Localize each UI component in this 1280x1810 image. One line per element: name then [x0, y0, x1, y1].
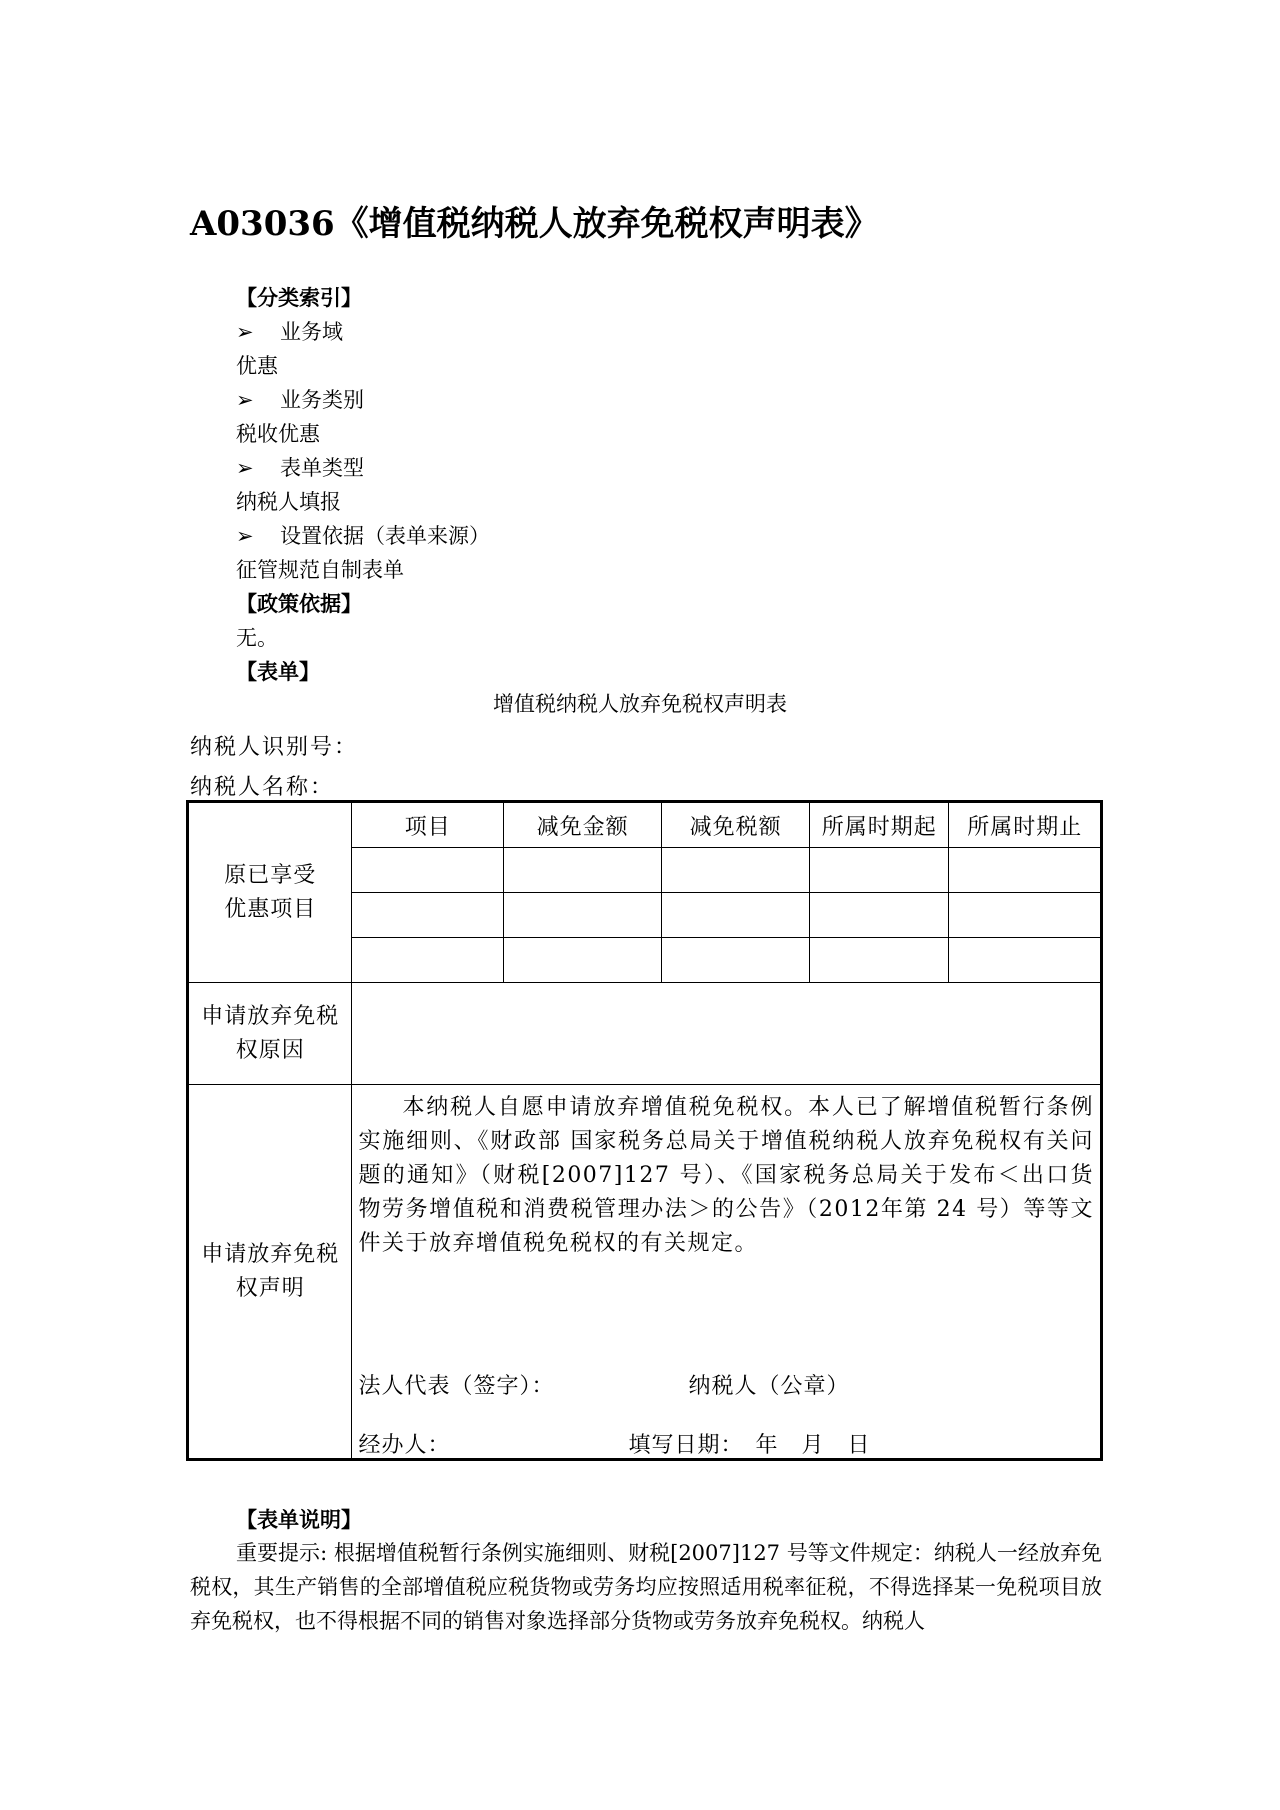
index-item-value: 税收优惠 [236, 422, 320, 446]
original-preferential-items-label: 原已享受 优惠项目 [188, 802, 352, 983]
index-item-value: 纳税人填报 [236, 490, 341, 514]
form-title: 增值税纳税人放弃免税权声明表 [493, 692, 787, 716]
taxpayer-seal-label: 纳税人（公章） [688, 1374, 850, 1399]
index-item-label: ➢ 业务域 [236, 320, 343, 344]
blank-cell[interactable] [352, 893, 504, 938]
blank-cell[interactable] [352, 848, 504, 893]
blank-cell[interactable] [809, 938, 949, 983]
waiver-declaration-cell [352, 1085, 1102, 1460]
index-item-value: 优惠 [236, 354, 278, 378]
arrow-bullet-icon: ➢ [236, 320, 254, 344]
column-header: 项目 [352, 802, 504, 848]
blank-cell[interactable] [503, 893, 661, 938]
notes-section-heading: 【表单说明】 [236, 1507, 362, 1532]
taxpayer-name-label: 纳税人名称： [190, 775, 335, 800]
blank-cell[interactable] [949, 938, 1102, 983]
column-header: 所属时期起 [809, 802, 949, 848]
fill-date-label: 填写日期： 年 月 日 [628, 1433, 871, 1458]
blank-cell[interactable] [809, 848, 949, 893]
arrow-bullet-icon: ➢ [236, 388, 254, 412]
document-title: A03036《增值税纳税人放弃免税权声明表》 [190, 204, 879, 244]
blank-cell[interactable] [352, 938, 504, 983]
taxpayer-id-label: 纳税人识别号： [190, 735, 359, 760]
waiver-reason-field[interactable] [352, 983, 1102, 1085]
policy-text: 无。 [236, 626, 278, 650]
column-header: 减免税额 [662, 802, 810, 848]
arrow-bullet-icon: ➢ [236, 456, 254, 480]
declaration-text: 本纳税人自愿申请放弃增值税免税权。本人已了解增值税暂行条例实施细则、《财政部 国家税务总局关于增值税纳税人放弃免税权有关问题的通知》（财税[2007]127 号）、《国家税务总局关于发布＜出口货物劳务增值税和消费税管理办法＞的公告》（2012年第 24 号）等等文件关于放弃增值税免税权的有关规定。 [358, 1095, 1094, 1256]
blank-cell[interactable] [662, 893, 810, 938]
arrow-bullet-icon: ➢ [236, 524, 254, 548]
waiver-declaration-label: 申请放弃免税 权声明 [188, 1085, 352, 1460]
handler-label: 经办人： [358, 1433, 451, 1458]
notes-text: 重要提示: 根据增值税暂行条例实施细则、财税[2007]127 号等文件规定：纳税人一经放弃免税权，其生产销售的全部增值税应税货物或劳务均应按照适用税率征税，不得选择某一免税项目放弃免税权，也不得根据不同的销售对象选择部分货物或劳务放弃免税权。纳税人 [190, 1541, 1102, 1633]
index-item-value: 征管规范自制表单 [236, 558, 404, 582]
index-section-heading: 【分类索引】 [236, 285, 362, 310]
blank-cell[interactable] [662, 848, 810, 893]
blank-cell[interactable] [809, 893, 949, 938]
blank-cell[interactable] [503, 848, 661, 893]
legal-rep-signature-label: 法人代表（签字）： [358, 1374, 555, 1399]
blank-cell[interactable] [503, 938, 661, 983]
form-section-heading: 【表单】 [236, 659, 320, 684]
column-header: 减免金额 [503, 802, 661, 848]
blank-cell[interactable] [949, 893, 1102, 938]
waiver-reason-label: 申请放弃免税 权原因 [188, 983, 352, 1085]
blank-cell[interactable] [949, 848, 1102, 893]
blank-cell[interactable] [662, 938, 810, 983]
column-header: 所属时期止 [949, 802, 1102, 848]
index-item-label: ➢ 业务类别 [236, 388, 364, 412]
index-item-label: ➢ 表单类型 [236, 456, 364, 480]
declaration-form-table [186, 800, 1103, 1461]
policy-section-heading: 【政策依据】 [236, 591, 362, 616]
index-item-label: ➢ 设置依据（表单来源） [236, 524, 490, 548]
